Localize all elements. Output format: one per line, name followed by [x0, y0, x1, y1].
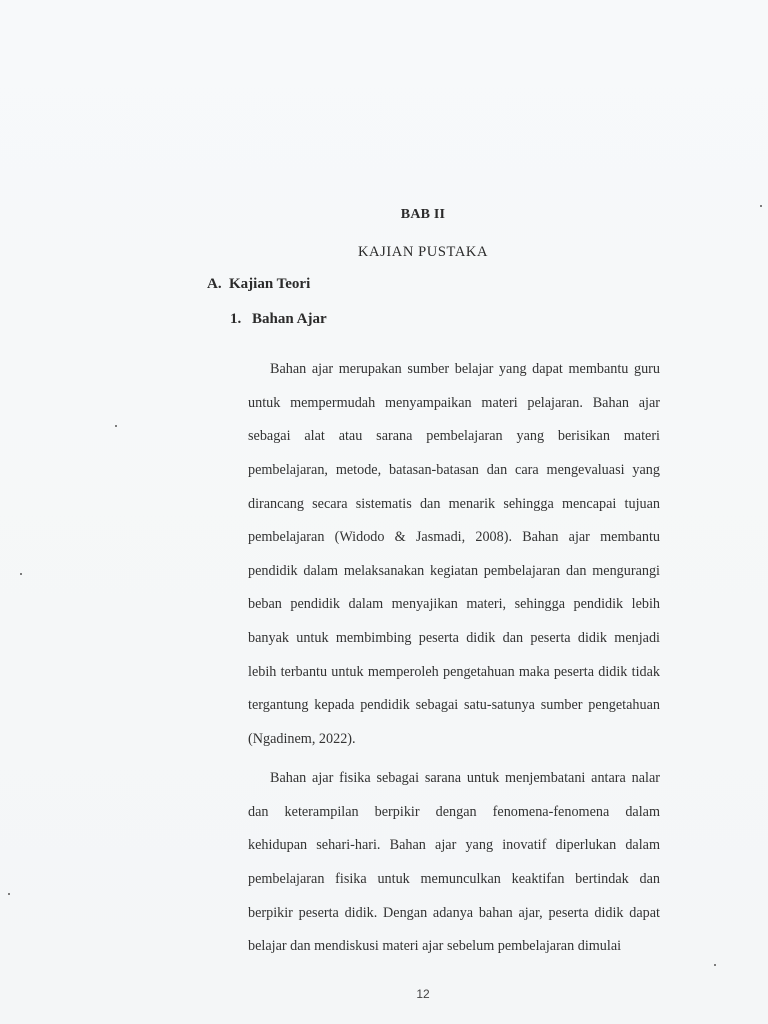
scan-speck [760, 205, 762, 207]
page-number: 12 [416, 987, 430, 1001]
body-paragraph: Bahan ajar merupakan sumber belajar yang dapat membantu guru untuk mempermudah menyampaikan materi pelajaran. Bahan ajar sebagai alat atau sarana pembelajaran yang berisikan materi pembelajaran, metode, batasan-batasan dan cara mengevaluasi yang dirancang secara sistematis dan menarik sehingga mencapai tujuan pembelajaran (Widodo & Jasmadi, 2008). Bahan ajar membantu pendidik dalam melaksanakan kegiatan pembelajaran dan mengurangi beban pendidik dalam menyajikan materi, sehingga pendidik lebih banyak untuk membimbing peserta didik dan peserta didik menjadi lebih terbantu untuk memperoleh pengetahuan maka peserta didik tidak tergantung kepada pendidik sebagai satu-satunya sumber pengetahuan (Ngadinem, 2022). [248, 361, 660, 747]
chapter-title: KAJIAN PUSTAKA [357, 244, 489, 260]
scan-speck [714, 964, 716, 966]
section-label: A. [207, 276, 222, 292]
body-paragraph: Bahan ajar fisika sebagai sarana untuk menjembatani antara nalar dan keterampilan berpikir dengan fenomena-fenomena dalam kehidupan sehari-hari. Bahan ajar yang inovatif diperlukan dalam pembelajaran fisika untuk memunculkan keaktifan bertindak dan berpikir peserta didik. Dengan adanya bahan ajar, peserta didik dapat belajar dan mendiskusi materi ajar sebelum pembelajaran dimulai [248, 770, 660, 955]
scan-speck [115, 425, 117, 427]
subsection-title: Bahan Ajar [252, 311, 327, 327]
chapter-number: BAB II [400, 207, 446, 222]
section-title: Kajian Teori [229, 276, 311, 292]
scan-speck [20, 573, 22, 575]
section-heading [207, 276, 310, 293]
subsection-heading [230, 311, 327, 328]
subsection-label: 1. [230, 311, 242, 327]
scan-speck [8, 893, 10, 895]
